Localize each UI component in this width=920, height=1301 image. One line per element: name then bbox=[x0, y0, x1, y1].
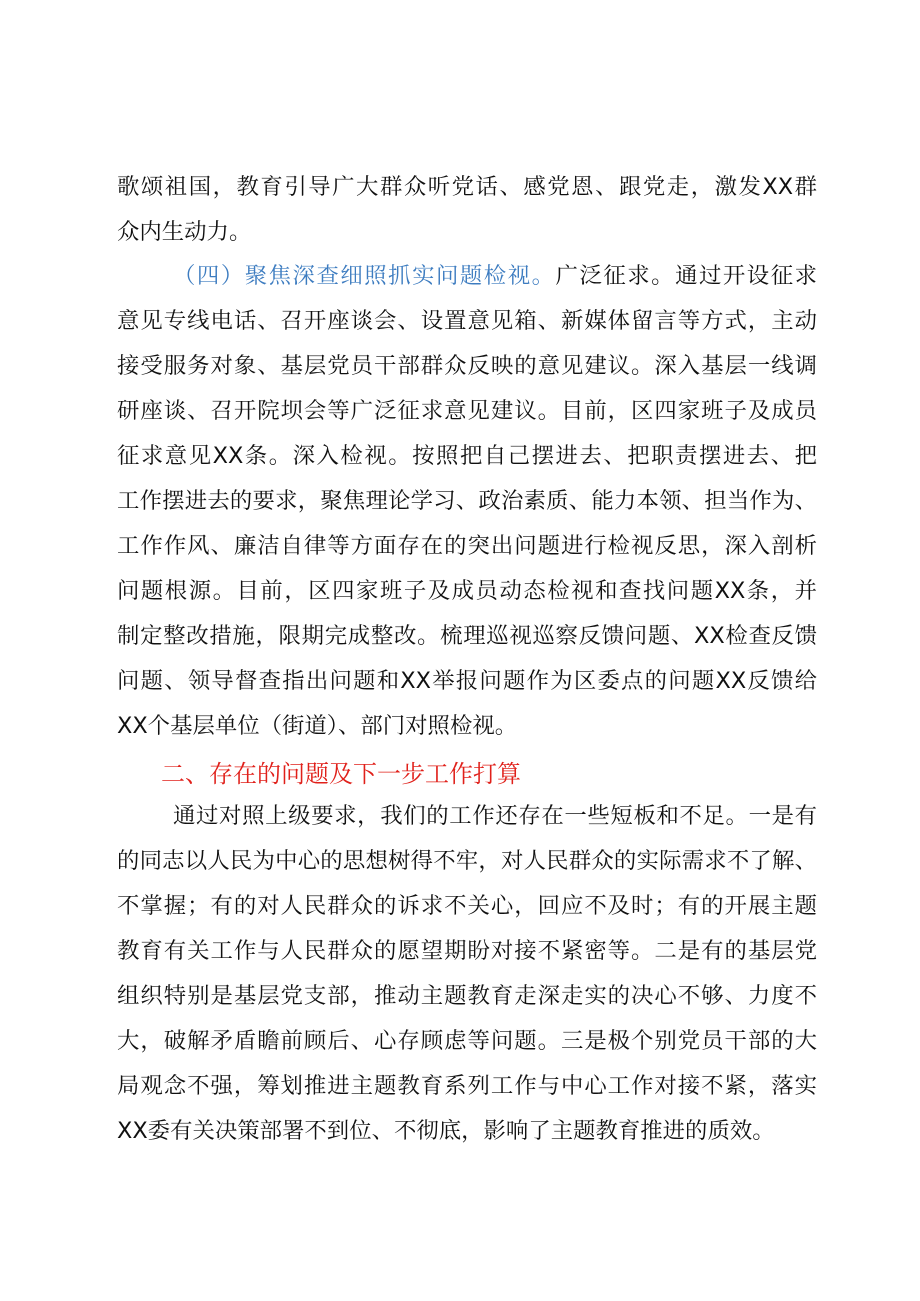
paragraph-4-first-rest: 广泛征求。通过开设征求 bbox=[555, 263, 818, 289]
paragraph-line: 研座谈、召开院坝会等广泛征求意见建议。目前，区四家班子及成员 bbox=[117, 398, 817, 424]
paragraph-line: 问题、领导督查指出问题和XX举报问题作为区委点的问题XX反馈给 bbox=[117, 668, 817, 694]
paragraph-line: 不掌握；有的对人民群众的诉求不关心，回应不及时；有的开展主题 bbox=[117, 893, 817, 919]
paragraph-line: 教育有关工作与人民群众的愿望期盼对接不紧密等。二是有的基层党 bbox=[117, 938, 817, 964]
paragraph-line: XX个基层单位（街道）、部门对照检视。 bbox=[117, 713, 518, 739]
paragraph-line: 工作作风、廉洁自律等方面存在的突出问题进行检视反思，深入剖析 bbox=[117, 533, 817, 559]
paragraph-line: 歌颂祖国，教育引导广大群众听党话、感党恩、跟党走，激发XX群 bbox=[117, 174, 817, 200]
paragraph-5-first-line: 通过对照上级要求，我们的工作还存在一些短板和不足。一是有 bbox=[173, 803, 817, 829]
section-heading: 二、存在的问题及下一步工作打算 bbox=[161, 760, 521, 788]
paragraph-line: 大，破解矛盾瞻前顾后、心存顾虑等问题。三是极个别党员干部的大 bbox=[117, 1028, 817, 1054]
paragraph-line: 意见专线电话、召开座谈会、设置意见箱、新媒体留言等方式，主动 bbox=[117, 308, 817, 334]
paragraph-line: 组织特别是基层党支部，推动主题教育走深走实的决心不够、力度不 bbox=[117, 983, 817, 1009]
paragraph-line: XX委有关决策部署不到位、不彻底，影响了主题教育推进的质效。 bbox=[117, 1118, 775, 1144]
paragraph-line: 的同志以人民为中心的思想树得不牢，对人民群众的实际需求不了解、 bbox=[117, 848, 817, 874]
paragraph-line: 接受服务对象、基层党员干部群众反映的意见建议。深入基层一线调 bbox=[117, 353, 817, 379]
paragraph-line: 制定整改措施，限期完成整改。梳理巡视巡察反馈问题、XX检查反馈 bbox=[117, 623, 817, 649]
paragraph-line: 局观念不强，筹划推进主题教育系列工作与中心工作对接不紧，落实 bbox=[117, 1073, 817, 1099]
paragraph-4-first-line bbox=[173, 259, 817, 293]
paragraph-4-lead: （四）聚焦深查细照抓实问题检视。 bbox=[173, 263, 556, 289]
paragraph-line: 问题根源。目前，区四家班子及成员动态检视和查找问题XX条，并 bbox=[117, 578, 817, 604]
paragraph-line: 众内生动力。 bbox=[117, 219, 252, 245]
paragraph-line: 征求意见XX条。深入检视。按照把自己摆进去、把职责摆进去、把 bbox=[117, 443, 817, 469]
paragraph-line: 工作摆进去的要求，聚焦理论学习、政治素质、能力本领、担当作为、 bbox=[117, 488, 817, 514]
